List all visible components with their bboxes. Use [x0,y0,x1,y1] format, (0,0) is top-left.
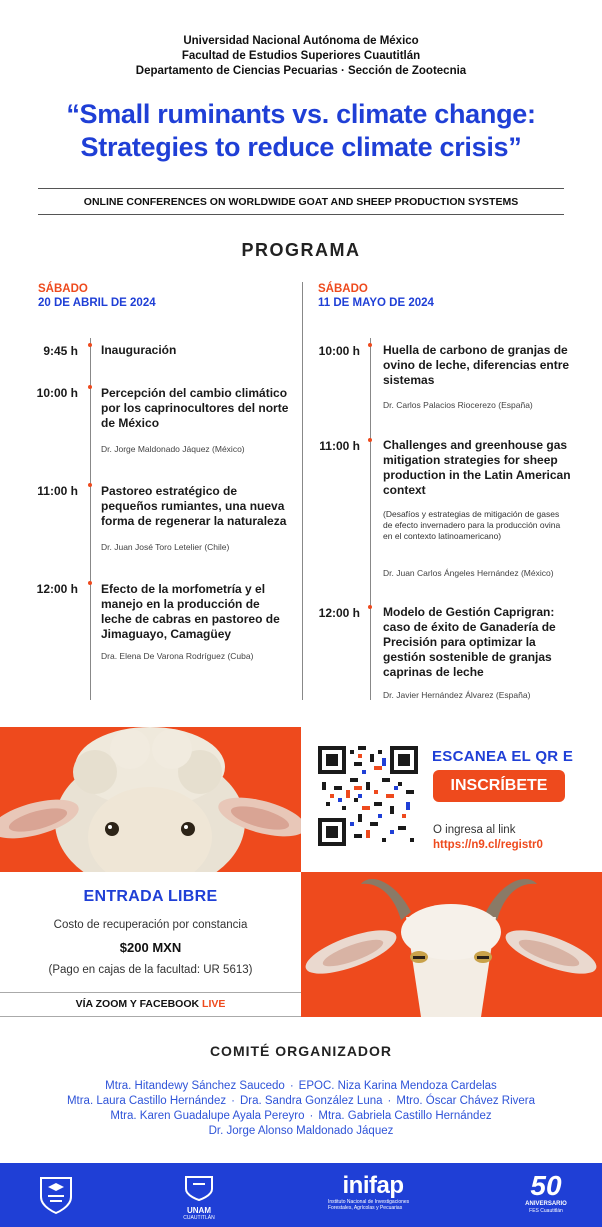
university-name: Universidad Nacional Autónoma de México [183,35,419,47]
committee-member: Dra. Sandra González Luna [239,1095,383,1107]
timeline-dot [368,438,372,442]
faculty-name: Facultad de Estudios Superiores Cuautitlán [181,50,421,62]
committee-member: EPOC. Niza Karina Mendoza Cardelas [298,1080,497,1092]
qr-code-icon[interactable] [318,746,418,846]
session-time: 9:45 h [43,344,78,358]
committee-members: Mtra. Hitandewy Sánchez Saucedo · EPOC. Niza Karina Mendoza Cardelas Mtra. Laura Castillo Hernández · Dra. Sandra González Luna · Mtro. Óscar Chávez Rivera Mtra. Karen Guadalupe Ayala Pereyro · Mtra. Gabriela Castillo Hernández Dr. Jorge Alonso Maldonado Jáquez [66,1080,536,1137]
committee-member: Mtra. Gabriela Castillo Hernández [318,1110,492,1122]
registration-link[interactable]: https://n9.cl/registr0 [433,839,543,851]
day2-date: 11 DE MAYO DE 2024 [318,297,434,309]
divider [0,1016,301,1017]
session-speaker: Dr. Jorge Maldonado Jáquez (México) [101,444,245,454]
session-time: 10:00 h [318,344,360,358]
institution-header [0,34,602,79]
divider-top [38,188,564,189]
divider [0,992,301,993]
live-badge: LIVE [202,998,226,1010]
inifap-logo [318,1173,428,1211]
session-speaker: Dr. Juan Carlos Ángeles Hernández (México) [383,568,554,578]
scan-qr-text: ESCANEA EL QR E [432,748,574,765]
session-translation: (Desafíos y estrategias de mitigación de gases de efecto invernadero para la producción ovina en el contexto latinoamericano) [383,509,561,541]
inifap-wordmark: inifap [342,1172,404,1199]
committee-member: Dr. Jorge Alonso Maldonado Jáquez [208,1125,394,1137]
session-time: 12:00 h [318,606,360,620]
program-heading: PROGRAMA [241,240,361,260]
session-title: Inauguración [101,343,177,357]
session-title: Pastoreo estratégico de pequeños rumiantes, una nueva forma de regenerar la naturaleza [101,484,287,528]
session-time: 10:00 h [36,386,78,400]
committee-heading: COMITÉ ORGANIZADOR [209,1043,393,1059]
anniversary-sub: FES Cuautitlán [529,1208,563,1214]
session-speaker: Dr. Javier Hernández Álvarez (España) [383,690,531,700]
timeline-dot [88,483,92,487]
unam-cuautitlan-logo [176,1175,222,1221]
inifap-sub2: Forestales, Agrícolas y Pecuarias [328,1205,403,1211]
committee-member: Mtra. Hitandewy Sánchez Saucedo [105,1080,285,1092]
session-time: 11:00 h [37,484,78,498]
session-time: 11:00 h [319,439,360,453]
session-time: 12:00 h [36,582,78,596]
sheep-icon [0,727,301,872]
sheep-banner [0,727,301,872]
day1-name: SÁBADO [38,283,88,295]
inifap-sub1: Instituto Nacional de Investigaciones [328,1199,410,1205]
or-link-label: O ingresa al link [433,824,516,836]
session-speaker: Dr. Carlos Palacios Riocerezo (España) [383,400,533,410]
event-title-line1: “Small ruminants vs. climate change: [66,99,536,129]
cost-label: Costo de recuperación por constancia [53,919,248,931]
unam-shield-icon [38,1175,74,1215]
session-speaker: Dr. Juan José Toro Letelier (Chile) [101,542,230,552]
timeline-dot [88,385,92,389]
unam-shield-logo [36,1175,76,1220]
unam-crest-icon [184,1175,214,1201]
column-divider [302,282,303,700]
unam-sublabel: CUAUTITLÁN [183,1215,215,1221]
timeline-dot [368,605,372,609]
day2-header [318,282,434,310]
committee-member: Mtro. Óscar Chávez Rivera [396,1095,536,1107]
platform-text: VÍA ZOOM Y FACEBOOK [75,998,200,1010]
committee-member: Mtra. Karen Guadalupe Ayala Pereyro [110,1110,305,1122]
divider-bottom [38,214,564,215]
event-title-line2: Strategies to reduce climate crisis” [80,132,522,162]
price: $200 MXN [119,940,182,955]
anniversary-number: 50 [530,1170,562,1201]
day1-timeline [90,338,91,700]
footer-logos [0,1163,602,1227]
timeline-dot [88,343,92,347]
committee-member: Mtra. Laura Castillo Hernández [66,1095,227,1107]
event-subtitle: ONLINE CONFERENCES ON WORLDWIDE GOAT AND SHEEP PRODUCTION SYSTEMS [83,196,519,208]
anniversary-logo [516,1171,576,1214]
session-title: Challenges and greenhouse gas mitigation strategies for sheep production in the Latin American context [383,438,571,497]
timeline-dot [88,581,92,585]
unam-label: UNAM [187,1206,211,1215]
day2-timeline [370,338,371,700]
session-title: Modelo de Gestión Caprigran: caso de éxito de Ganadería de Precisión para optimizar la gestión sostenible de granjas caprinas de leche [383,605,556,679]
session-title: Huella de carbono de granjas de ovino de leche, diferencias entre sistemas [383,343,570,387]
free-entry-title: ENTRADA LIBRE [83,888,218,905]
day2-name: SÁBADO [318,283,368,295]
session-title: Percepción del cambio climático por los caprinocultores del norte de México [101,386,289,430]
register-button[interactable]: INSCRÍBETE [433,770,565,802]
timeline-dot [368,343,372,347]
day1-header [38,282,156,310]
session-title: Efecto de la morfometría y el manejo en la producción de leche de cabras en pastoreo de Jimaguayo, Camagüey [101,582,280,641]
event-title [0,98,602,164]
anniversary-label: ANIVERSARIO [525,1201,567,1207]
goat-icon [301,872,602,1017]
session-speaker: Dra. Elena De Varona Rodríguez (Cuba) [101,651,254,661]
payment-info: (Pago en cajas de la facultad: UR 5613) [48,964,253,976]
goat-banner [301,872,602,1017]
department-name: Departamento de Ciencias Pecuarias · Sección de Zootecnia [135,65,467,77]
platform-info [0,998,301,1010]
day1-date: 20 DE ABRIL DE 2024 [38,297,156,309]
